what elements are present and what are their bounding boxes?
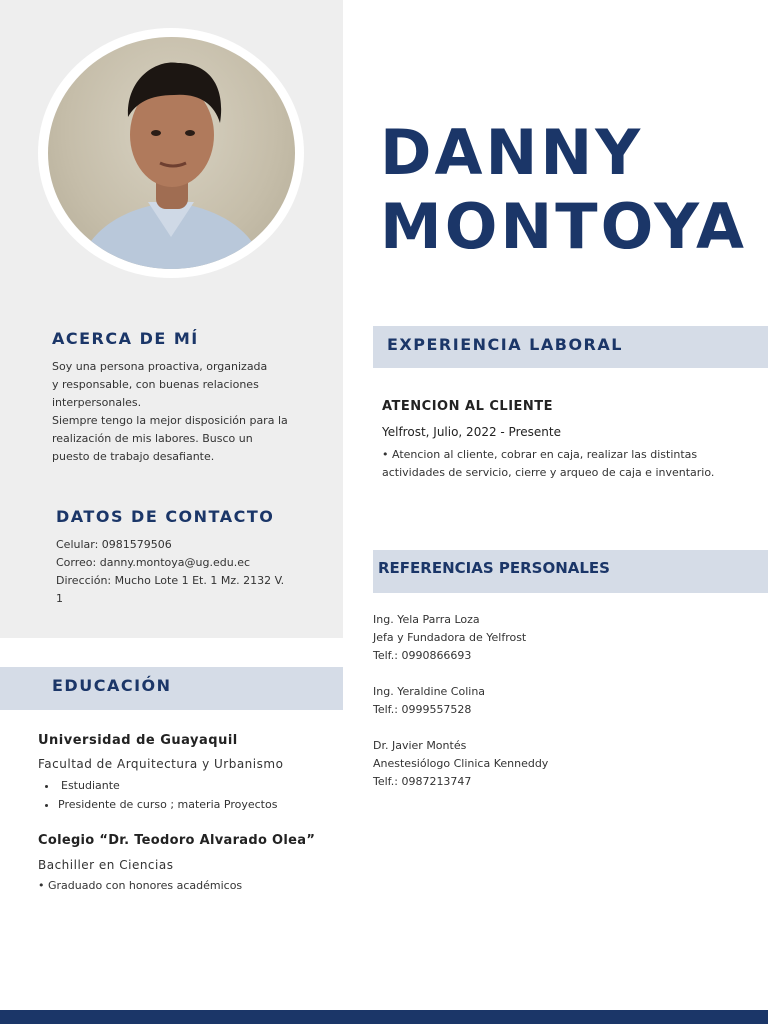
contact-address-cont: 1 xyxy=(56,592,63,605)
experience-title: EXPERIENCIA LABORAL xyxy=(387,335,623,354)
school-name: Colegio “Dr. Teodoro Alvarado Olea” xyxy=(38,833,316,848)
reference-name: Ing. Yeraldine Colina xyxy=(373,685,486,698)
person-silhouette-icon xyxy=(48,37,295,269)
list-item: • Estudiante xyxy=(58,776,338,795)
university-name: Universidad de Guayaquil xyxy=(38,733,238,748)
job-description: • Atencion al cliente, cobrar en caja, realizar las distintas xyxy=(382,448,698,461)
job-description-cont: actividades de servicio, cierre y arqueo de caja e inventario. xyxy=(382,466,715,479)
experience-entry xyxy=(382,398,762,482)
education-university xyxy=(38,732,338,814)
footer-bar xyxy=(0,1010,768,1024)
university-bullets xyxy=(38,776,338,814)
education-title: EDUCACIÓN xyxy=(52,676,172,695)
list-item xyxy=(373,737,753,791)
list-item xyxy=(373,611,753,665)
school-degree: Bachiller en Ciencias xyxy=(38,858,174,872)
education-school xyxy=(38,832,343,895)
about-line: y responsable, con buenas relaciones xyxy=(52,378,259,391)
profile-photo xyxy=(48,37,295,269)
about-line: Siempre tengo la mejor disposición para la xyxy=(52,414,288,427)
about-text xyxy=(52,358,332,466)
reference-phone: Telf.: 0999557528 xyxy=(373,703,472,716)
reference-role: Anestesiólogo Clinica Kenneddy xyxy=(373,757,549,770)
job-company: Yelfrost, Julio, 2022 - Presente xyxy=(382,425,561,439)
references-title: REFERENCIAS PERSONALES xyxy=(378,559,610,577)
references-list xyxy=(373,611,753,791)
school-note: • Graduado con honores académicos xyxy=(38,879,243,892)
reference-name: Dr. Javier Montés xyxy=(373,739,467,752)
reference-role: Jefa y Fundadora de Yelfrost xyxy=(373,631,527,644)
last-name: MONTOYA xyxy=(380,190,748,263)
reference-name: Ing. Yela Parra Loza xyxy=(373,613,480,626)
contact-email: Correo: danny.montoya@ug.edu.ec xyxy=(56,556,251,569)
about-line: puesto de trabajo desafiante. xyxy=(52,450,215,463)
job-title: ATENCION AL CLIENTE xyxy=(382,399,554,414)
about-line: interpersonales. xyxy=(52,396,142,409)
contact-phone: Celular: 0981579506 xyxy=(56,538,172,551)
list-item: • Presidente de curso ; materia Proyectos xyxy=(58,795,338,814)
reference-phone: Telf.: 0990866693 xyxy=(373,649,472,662)
about-line: realización de mis labores. Busco un xyxy=(52,432,253,445)
contact-title: DATOS DE CONTACTO xyxy=(56,507,275,526)
contact-address: Dirección: Mucho Lote 1 Et. 1 Mz. 2132 V. xyxy=(56,574,285,587)
list-item xyxy=(373,683,753,719)
first-name: DANNY xyxy=(380,116,644,189)
about-line: Soy una persona proactiva, organizada xyxy=(52,360,268,373)
full-name xyxy=(380,116,747,264)
faculty-name: Facultad de Arquitectura y Urbanismo xyxy=(38,757,284,771)
reference-phone: Telf.: 0987213747 xyxy=(373,775,472,788)
contact-details xyxy=(56,536,336,608)
about-title: ACERCA DE MÍ xyxy=(52,329,199,348)
